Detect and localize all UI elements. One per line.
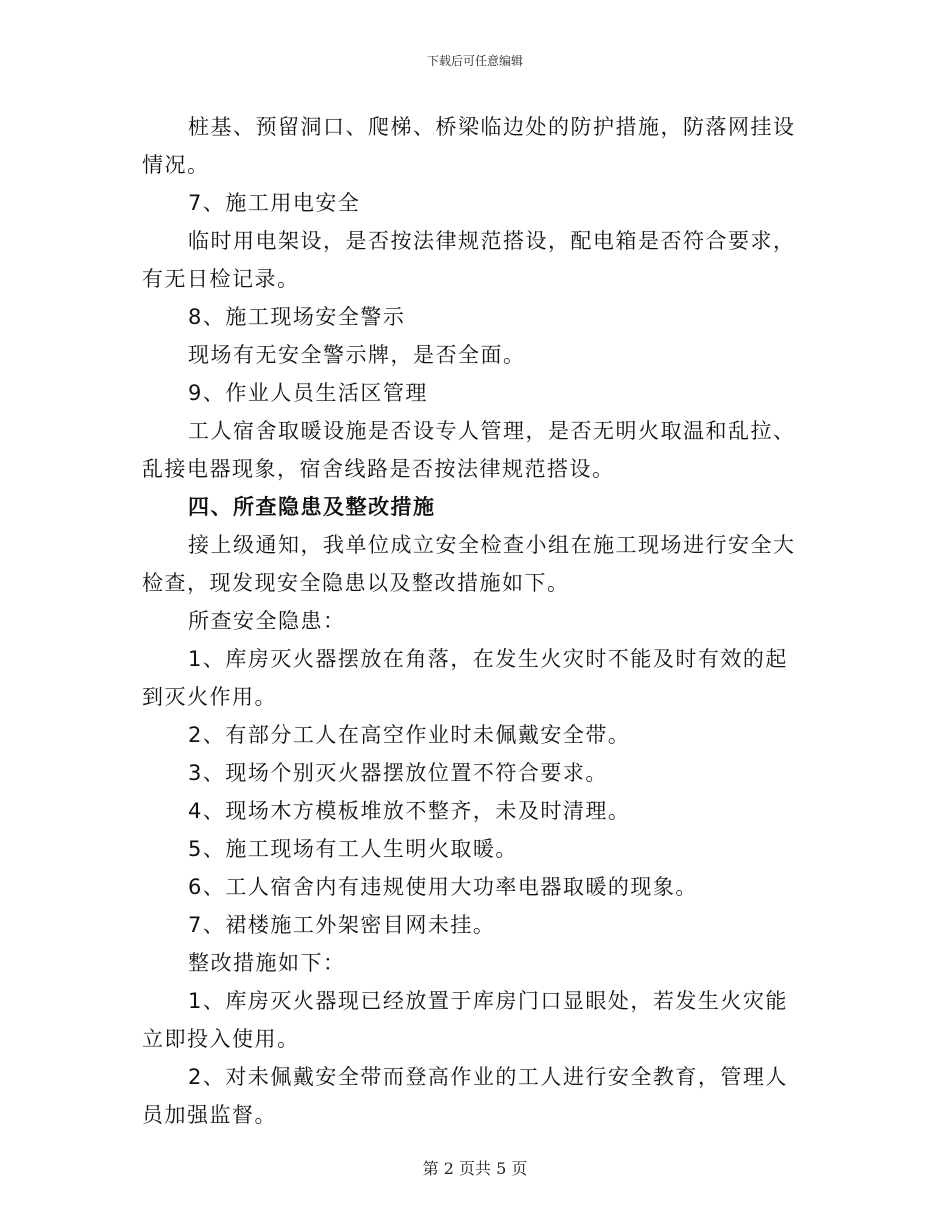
section-heading: 7、施工用电安全 [188,191,361,215]
list-item: 2、对未佩戴安全带而登高作业的工人进行安全教育，管理人员加强监督。 [142,1065,788,1127]
page-header: 下载后可任意编辑 [426,54,523,68]
list-title: 整改措施如下： [188,951,346,975]
list-item: 4、现场木方模板堆放不整齐，未及时清理。 [188,799,631,823]
paragraph: 接上级通知，我单位成立安全检查小组在施工现场进行安全大检查，现发现安全隐患以及整改措施如下。 [142,533,796,595]
paragraph: 现场有无安全警示牌，是否全面。 [188,343,526,367]
section-heading: 8、施工现场安全警示 [188,305,406,329]
document-body [142,108,810,1134]
list-item: 1、库房灭火器现已经放置于库房门口显眼处，若发生火灾能立即投入使用。 [142,989,788,1051]
list-item: 7、裙楼施工外架密目网未挂。 [188,913,496,937]
page-footer: 第 2 页共 5 页 [422,1159,528,1178]
list-item: 5、施工现场有工人生明火取暖。 [188,837,518,861]
list-title: 所查安全隐患： [188,609,346,633]
list-item: 1、库房灭火器摆放在角落，在发生火灾时不能及时有效的起到灭火作用。 [142,647,788,709]
list-item: 3、现场个别灭火器摆放位置不符合要求。 [188,761,608,785]
paragraph: 工人宿舍取暖设施是否设专人管理，是否无明火取温和乱拉、乱接电器现象，宿舍线路是否按法律规范搭设。 [142,419,796,481]
chapter-heading: 四、所查隐患及整改措施 [188,495,436,519]
section-heading: 9、作业人员生活区管理 [188,381,428,405]
paragraph: 临时用电架设，是否按法律规范搭设，配电箱是否符合要求，有无日检记录。 [142,229,796,291]
paragraph: 桩基、预留洞口、爬梯、桥梁临边处的防护措施，防落网挂设情况。 [142,115,796,177]
list-item: 2、有部分工人在高空作业时未佩戴安全带。 [188,723,631,747]
list-item: 6、工人宿舍内有违规使用大功率电器取暖的现象。 [188,875,698,899]
